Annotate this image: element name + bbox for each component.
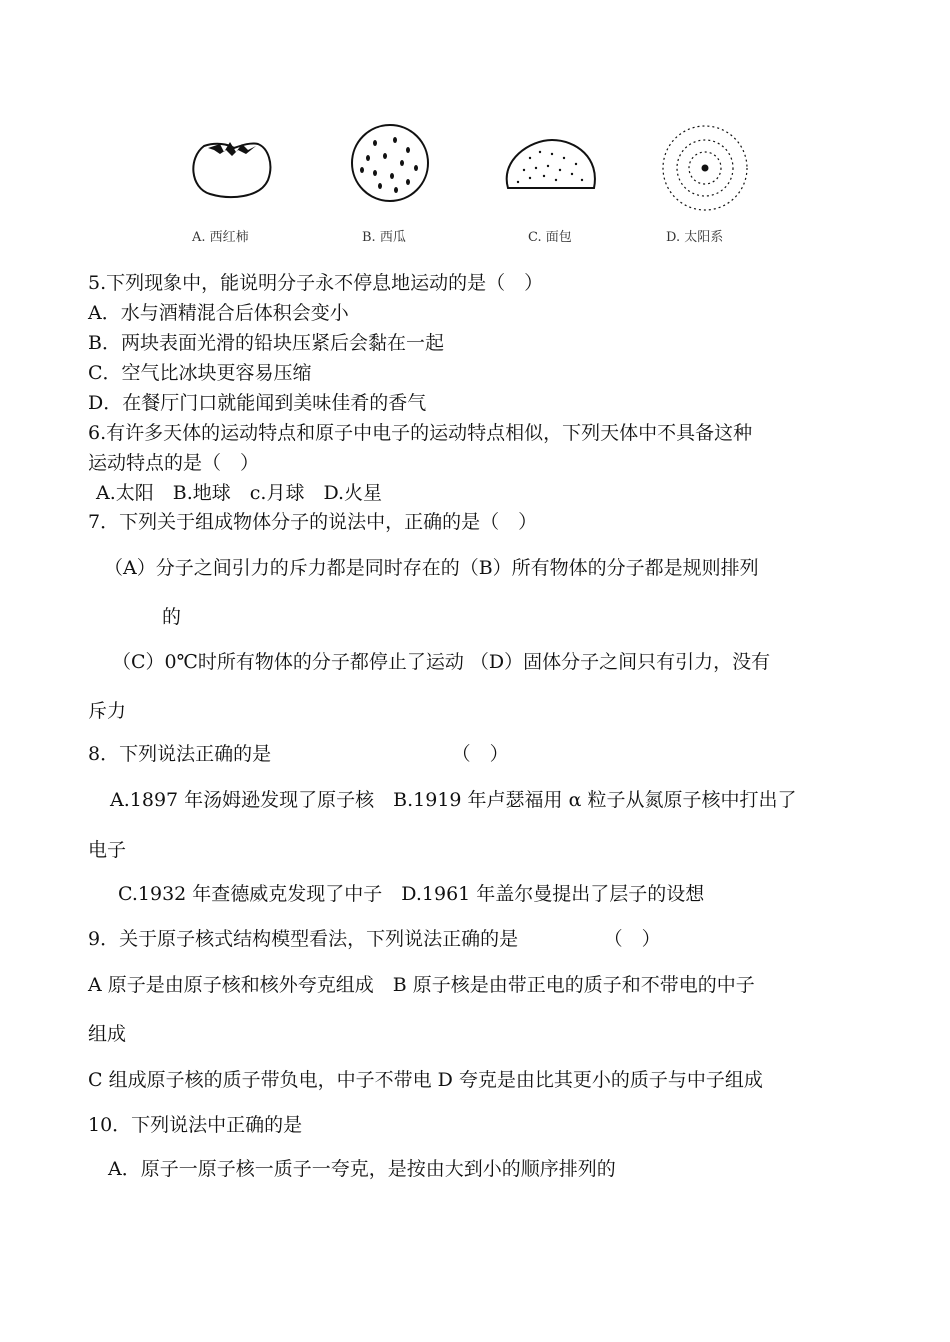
solar-system-drawing — [663, 126, 747, 210]
question-6: 6.有许多天体的运动特点和原子中电子的运动特点相似，下列天体中不具备这种 — [88, 422, 753, 444]
figure-models — [180, 118, 780, 253]
q10-option-a: A．原子一原子核一质子一夸克，是按由大到小的顺序排列的 — [108, 1158, 616, 1180]
q7-options-cd-cont: 斥力 — [88, 700, 127, 722]
caption-tomato: A. 西红柿 — [192, 230, 249, 245]
q5-option-c: C．空气比冰块更容易压缩 — [88, 362, 312, 384]
figure-drawings — [180, 118, 780, 228]
question-8: 8．下列说法正确的是 （ ） — [88, 743, 509, 765]
q9-options-cd: C 组成原子核的质子带负电，中子不带电 D 夸克是由比其更小的质子与中子组成 — [88, 1069, 763, 1091]
question-7: 7．下列关于组成物体分子的说法中，正确的是（ ） — [88, 511, 538, 533]
q7-options-ab: （A）分子之间引力的斥力都是同时存在的（B）所有物体的分子都是规则排列 — [104, 557, 759, 579]
question-5: 5.下列现象中，能说明分子永不停息地运动的是（ ） — [88, 272, 544, 294]
question-6-cont: 运动特点的是（ ） — [88, 452, 260, 474]
question-10: 10．下列说法中正确的是 — [88, 1114, 303, 1136]
caption-watermelon: B. 西瓜 — [362, 230, 406, 245]
q5-option-b: B．两块表面光滑的铅块压紧后会黏在一起 — [88, 332, 444, 354]
q8-options-ab: A.1897 年汤姆逊发现了原子核 B.1919 年卢瑟福用 α 粒子从氮原子核中打出了 — [110, 789, 797, 811]
bread-drawing — [507, 140, 595, 188]
tomato-drawing — [193, 142, 270, 197]
q5-option-d: D．在餐厅门口就能闻到美味佳肴的香气 — [88, 392, 427, 414]
caption-solar-system: D. 太阳系 — [666, 230, 724, 245]
q9-options-ab: A 原子是由原子核和核外夸克组成 B 原子核是由带正电的质子和不带电的中子 — [88, 974, 755, 996]
q9-options-ab-cont: 组成 — [88, 1023, 127, 1045]
q5-option-a: A．水与酒精混合后体积会变小 — [88, 302, 349, 324]
q7-options-ab-cont: 的 — [162, 606, 182, 628]
q8-options-cd: C.1932 年查德威克发现了中子 D.1961 年盖尔曼提出了层子的设想 — [118, 883, 705, 905]
q6-options: A.太阳 B.地球 c.月球 D.火星 — [96, 482, 383, 504]
q7-options-cd: （C）0℃时所有物体的分子都停止了运动 （D）固体分子之间只有引力，没有 — [112, 651, 771, 673]
question-9: 9．关于原子核式结构模型看法，下列说法正确的是 （ ） — [88, 928, 661, 950]
caption-bread: C. 面包 — [528, 230, 572, 245]
watermelon-drawing — [352, 125, 428, 201]
q8-options-ab-cont: 电子 — [88, 839, 127, 861]
